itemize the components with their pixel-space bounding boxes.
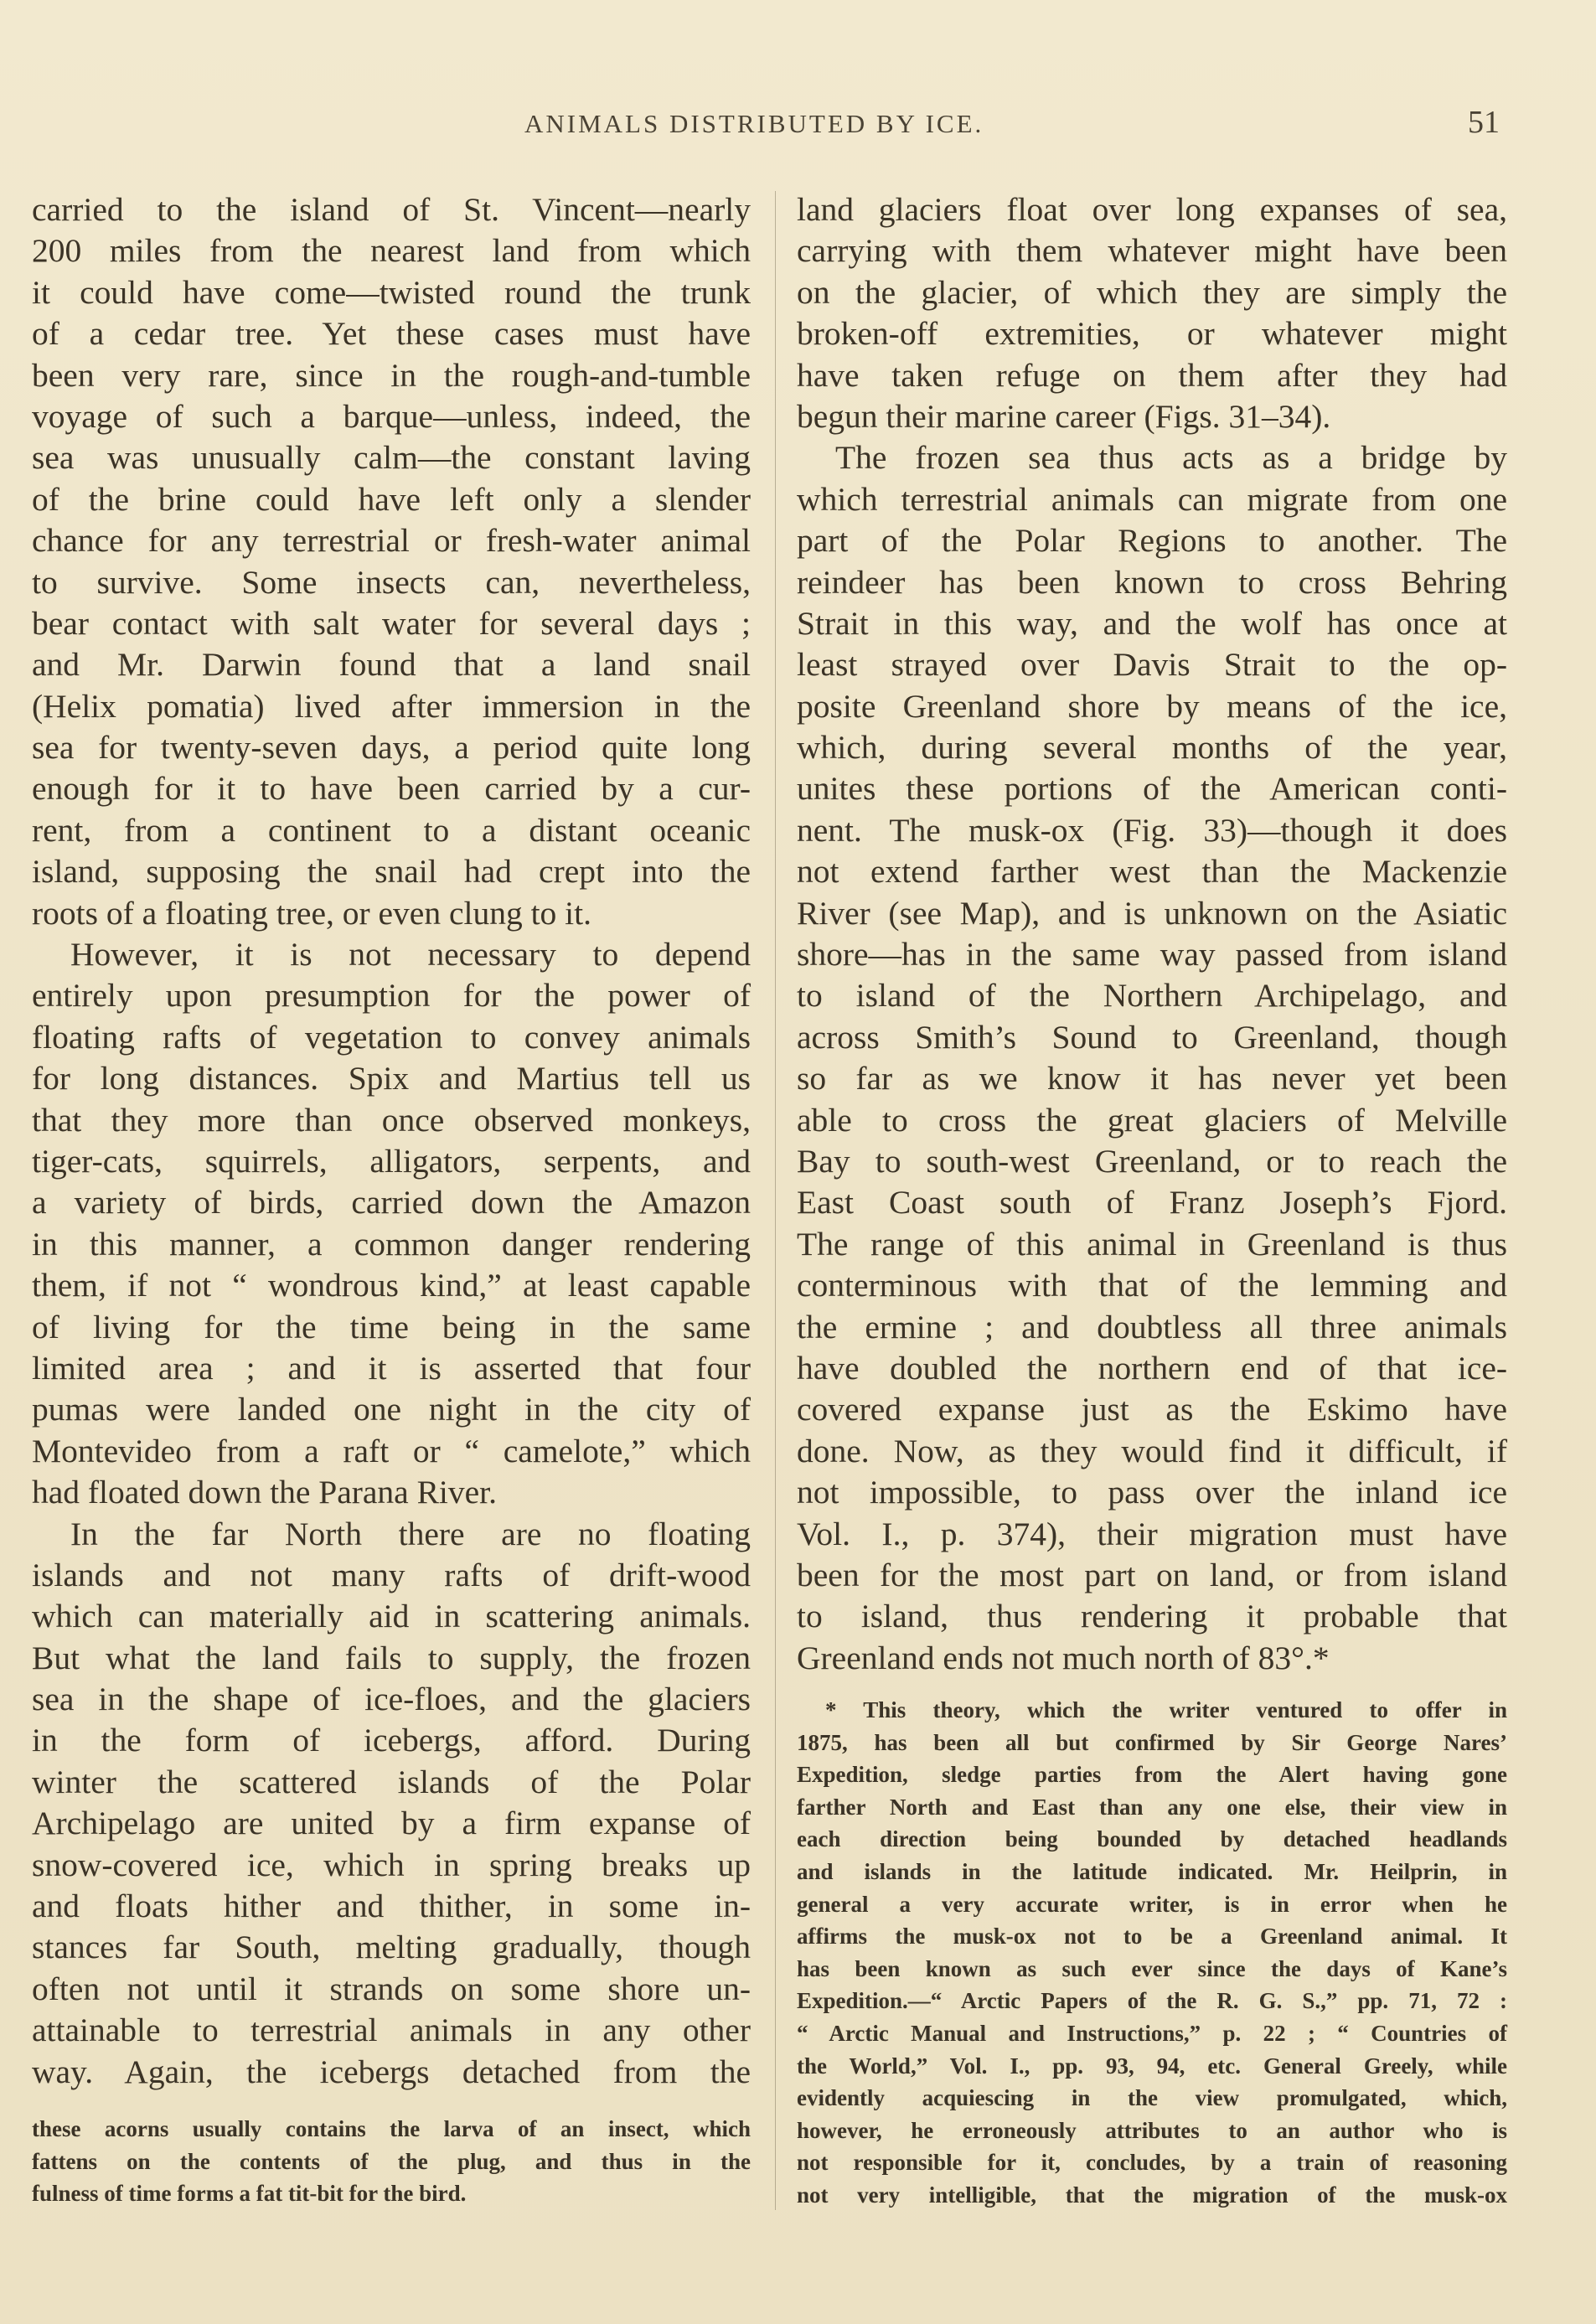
text-line: 200 miles from the nearest land from which [32, 232, 751, 270]
text-line: of the brine could have left only a slender [32, 480, 751, 518]
text-line: Archipelago are united by a firm expanse of [32, 1805, 751, 1842]
text-line: have taken refuge on them after they had [797, 356, 1507, 394]
text-line: that they more than once observed monkeys, [32, 1101, 751, 1139]
text-line: a variety of birds, carried down the Amazon [32, 1184, 751, 1221]
text-line: not extend farther west than the Mackenzie [797, 853, 1507, 891]
text-line: had floated down the Parana River. [32, 1474, 498, 1511]
text-line: Strait in this way, and the wolf has once at [797, 604, 1507, 642]
text-line: not very intelligible, that the migration of the musk-ox [797, 2182, 1507, 2208]
text-line: tiger-cats, squirrels, alligators, serpents, and [32, 1142, 751, 1180]
text-line: reindeer has been known to cross Behring [797, 563, 1507, 601]
text-line: of living for the time being in the same [32, 1308, 751, 1345]
text-line: it could have come—twisted round the trunk [32, 273, 751, 311]
text-line: entirely upon presumption for the power of [32, 977, 751, 1015]
text-line: winter the scattered islands of the Polar [32, 1763, 751, 1800]
text-line: rent, from a continent to a distant oceanic [32, 811, 751, 849]
left-column [32, 189, 751, 2093]
right-footnote [797, 1694, 1507, 2212]
text-line: However, it is not necessary to depend [70, 936, 751, 973]
text-line: islands and not many rafts of drift-wood [32, 1556, 751, 1593]
text-line: unites these portions of the American conti- [797, 770, 1507, 808]
page-number: 51 [1468, 105, 1500, 140]
text-line: not impossible, to pass over the inland ice [797, 1474, 1507, 1511]
text-line: to island, thus rendering it probable that [797, 1598, 1507, 1635]
text-line: in the form of icebergs, afford. During [32, 1722, 751, 1759]
text-line: bear contact with salt water for several days ; [32, 604, 751, 642]
text-line: (Helix pomatia) lived after immersion in the [32, 687, 751, 725]
text-line: been for the most part on land, or from island [797, 1556, 1507, 1593]
text-line: these acorns usually contains the larva of an insect, which [32, 2116, 751, 2141]
text-line: on the glacier, of which they are simply the [797, 273, 1507, 311]
text-line: been very rare, since in the rough-and-tumble [32, 356, 751, 394]
text-line: broken-off extremities, or whatever might [797, 315, 1507, 353]
text-line: general a very accurate writer, is in error when he [797, 1891, 1507, 1917]
text-line: and Mr. Darwin found that a land snail [32, 646, 751, 684]
text-line: Montevideo from a raft or “ camelote,” which [32, 1432, 751, 1469]
text-line: East Coast south of Franz Joseph’s Fjord. [797, 1184, 1507, 1221]
text-line: sea in the shape of ice-floes, and the glaciers [32, 1681, 751, 1718]
text-line: which can materially aid in scattering animals. [32, 1598, 751, 1635]
text-line: Expedition, sledge parties from the Alert having gone [797, 1762, 1507, 1788]
right-column [797, 189, 1507, 1679]
text-line: attainable to terrestrial animals in any other [32, 2012, 751, 2049]
text-line: affirms the musk-ox not to be a Greenland animal. It [797, 1924, 1507, 1950]
text-line: the World,” Vol. I., pp. 93, 94, etc. General Greely, while [797, 2053, 1507, 2079]
text-line: enough for it to have been carried by a cur- [32, 770, 751, 808]
text-line: and islands in the latitude indicated. Mr. Heilprin, in [797, 1858, 1507, 1884]
text-line: covered expanse just as the Eskimo have [797, 1391, 1507, 1428]
text-line: In the far North there are no floating [70, 1515, 751, 1552]
text-line: part of the Polar Regions to another. The [797, 522, 1507, 560]
text-line: pumas were landed one night in the city of [32, 1391, 751, 1428]
text-line: 1875, has been all but confirmed by Sir George Nares’ [797, 1729, 1507, 1755]
text-line: carried to the island of St. Vincent—nearly [32, 191, 751, 228]
text-line: Bay to south-west Greenland, or to reach the [797, 1142, 1507, 1180]
text-line: land glaciers float over long expanses of sea, [797, 191, 1507, 228]
text-line: fattens on the contents of the plug, and thus in the [32, 2148, 751, 2174]
text-line: each direction being bounded by detached headlands [797, 1826, 1507, 1852]
running-head: ANIMALS DISTRIBUTED BY ICE. [524, 109, 984, 138]
text-line: done. Now, as they would find it difficult, if [797, 1432, 1507, 1469]
text-line: which, during several months of the year, [797, 729, 1507, 767]
text-line: shore—has in the same way passed from island [797, 936, 1507, 973]
text-line: voyage of such a barque—unless, indeed, the [32, 397, 751, 435]
text-line: sea was unusually calm—the constant laving [32, 439, 751, 477]
text-line: able to cross the great glaciers of Melville [797, 1101, 1507, 1139]
text-line: fulness of time forms a fat tit-bit for the bird. [32, 2181, 467, 2206]
text-line: island, supposing the snail had crept into the [32, 853, 751, 891]
text-line: The range of this animal in Greenland is thus [797, 1225, 1507, 1263]
text-line: begun their marine career (Figs. 31–34). [797, 397, 1331, 435]
text-line: which terrestrial animals can migrate from one [797, 480, 1507, 518]
text-line: evidently acquiescing in the view promulgated, which, [797, 2085, 1507, 2111]
text-line: stances far South, melting gradually, though [32, 1929, 751, 1966]
text-line: of a cedar tree. Yet these cases must have [32, 315, 751, 353]
text-line: to survive. Some insects can, nevertheless, [32, 563, 751, 601]
text-line: conterminous with that of the lemming and [797, 1267, 1507, 1304]
text-line: and floats hither and thither, in some in- [32, 1888, 751, 1925]
text-line: farther North and East than any one else, their view in [797, 1794, 1507, 1820]
text-line: has been known as such ever since the days of Kane’s [797, 1955, 1507, 1981]
text-line: floating rafts of vegetation to convey animals [32, 1018, 751, 1056]
text-line: But what the land fails to supply, the frozen [32, 1639, 751, 1676]
text-line: River (see Map), and is unknown on the Asiatic [797, 894, 1507, 932]
text-line: snow-covered ice, which in spring breaks up [32, 1846, 751, 1883]
text-line: have doubled the northern end of that ice- [797, 1349, 1507, 1387]
text-line: roots of a floating tree, or even clung to it. [32, 894, 592, 932]
text-line: not responsible for it, concludes, by a train of reasoning [797, 2150, 1507, 2176]
text-line: however, he erroneously attributes to an author who is [797, 2117, 1507, 2143]
text-line: Vol. I., p. 374), their migration must have [797, 1515, 1507, 1552]
text-line: Greenland ends not much north of 83°.* [797, 1639, 1330, 1676]
text-line: nent. The musk-ox (Fig. 33)—though it does [797, 811, 1507, 849]
text-line: for long distances. Spix and Martius tell us [32, 1060, 751, 1097]
column-rule [775, 191, 776, 2210]
text-line: sea for twenty-seven days, a period quite long [32, 729, 751, 767]
text-line: often not until it strands on some shore un- [32, 1970, 751, 2007]
text-line: to island of the Northern Archipelago, and [797, 977, 1507, 1015]
text-line: the ermine ; and doubtless all three animals [797, 1308, 1507, 1345]
text-line: so far as we know it has never yet been [797, 1060, 1507, 1097]
text-line: The frozen sea thus acts as a bridge by [835, 439, 1507, 477]
text-line: “ Arctic Manual and Instructions,” p. 22 ; “ Countries of [797, 2020, 1507, 2046]
text-line: chance for any terrestrial or fresh-water animal [32, 522, 751, 560]
text-line: Expedition.—“ Arctic Papers of the R. G. S.,” pp. 71, 72 : [797, 1988, 1507, 2014]
text-line: way. Again, the icebergs detached from the [32, 2053, 751, 2090]
text-line: posite Greenland shore by means of the ice, [797, 687, 1507, 725]
text-line: carrying with them whatever might have been [797, 232, 1507, 270]
text-line: limited area ; and it is asserted that four [32, 1349, 751, 1387]
text-line: across Smith’s Sound to Greenland, though [797, 1018, 1507, 1056]
text-line: * This theory, which the writer ventured to offer in [825, 1697, 1507, 1722]
text-line: them, if not “ wondrous kind,” at least capable [32, 1267, 751, 1304]
text-line: least strayed over Davis Strait to the op- [797, 646, 1507, 684]
left-footnote [32, 2113, 751, 2210]
text-line: in this manner, a common danger rendering [32, 1225, 751, 1263]
